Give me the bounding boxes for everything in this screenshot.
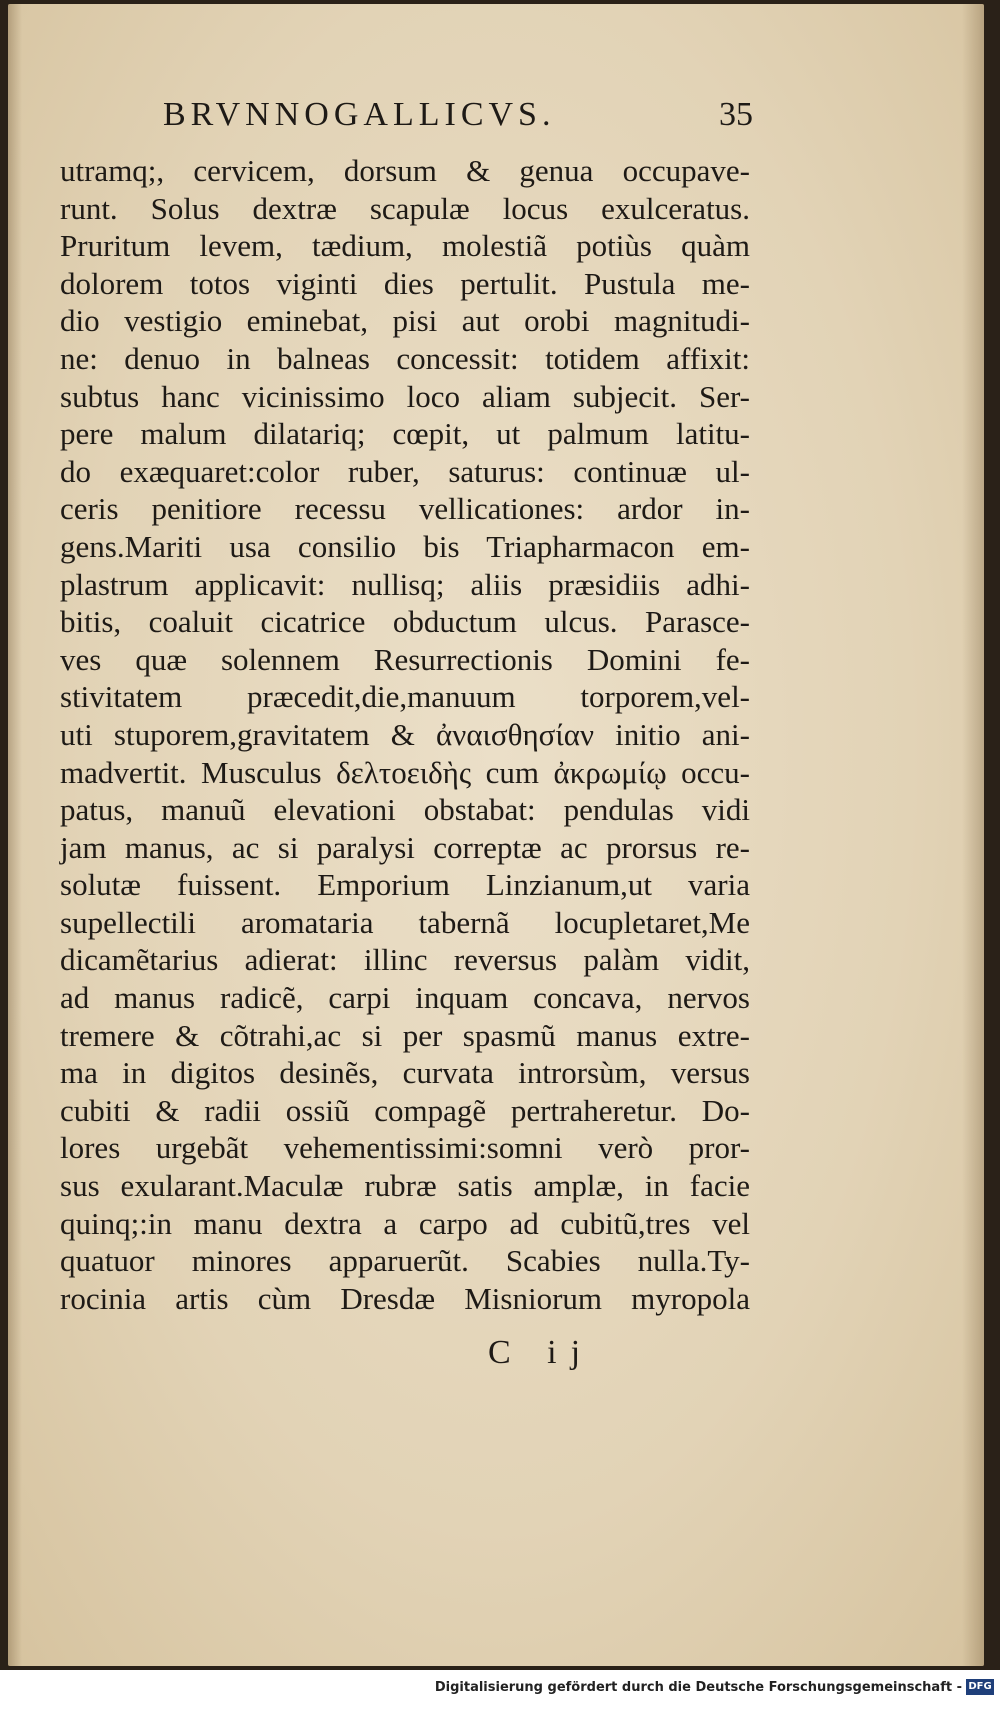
- text-line: quatuor minores apparuerũt. Scabies nulla.Ty-: [60, 1243, 750, 1279]
- text-line: madvertit. Musculus δελτοειδὴς cum ἀκρωμίῳ occu-: [60, 754, 750, 790]
- text-line: lores urgebãt vehementissimi:somni verò pror-: [60, 1130, 750, 1166]
- text-line: cubiti & radii ossiũ compagẽ pertraheretur. Do-: [60, 1092, 750, 1128]
- book-page: [8, 4, 984, 1666]
- dfg-logo: DFG: [966, 1679, 994, 1695]
- text-line: pere malum dilatariq; cœpit, ut palmum latitu-: [60, 416, 750, 452]
- text-line: ne: denuo in balneas concessit: totidem affixit:: [60, 340, 750, 376]
- text-line: ad manus radicẽ, carpi inquam concava, nervos: [60, 980, 750, 1016]
- footer-bar: [0, 1670, 1000, 1710]
- text-line: rocinia artis cùm Dresdæ Misniorum myropola: [60, 1280, 750, 1316]
- text-line: quinq;:in manu dextra a carpo ad cubitũ,tres vel: [60, 1205, 750, 1241]
- text-line: utramq;, cervicem, dorsum & genua occupave-: [60, 153, 750, 188]
- text-line: runt. Solus dextræ scapulæ locus exulceratus.: [60, 190, 750, 226]
- text-line: sus exularant.Maculæ rubræ satis amplæ, in facie: [60, 1168, 750, 1204]
- text-line: Pruritum levem, tædium, molestiã potiùs quàm: [60, 228, 750, 264]
- text-line: ves quæ solennem Resurrectionis Domini fe-: [60, 641, 750, 677]
- text-line: uti stuporem,gravitatem & ἀναισθησίαν initio ani-: [60, 716, 750, 752]
- text-line: dicamẽtarius adierat: illinc reversus palàm vidit,: [60, 942, 750, 978]
- text-line: dolorem totos viginti dies pertulit. Pustula me-: [60, 265, 750, 301]
- page-edge-shadow: [962, 4, 984, 1666]
- text-line: supellectili aromataria tabernã locupletaret,Me: [60, 904, 750, 940]
- text-line: jam manus, ac si paralysi correptæ ac prorsus re-: [60, 829, 750, 865]
- text-line: ceris penitiore recessu vellicationes: ardor in-: [60, 491, 750, 527]
- text-line: stivitatem præcedit,die,manuum torporem,vel-: [60, 679, 750, 715]
- page-number: 35: [719, 96, 753, 133]
- page-header: [163, 96, 753, 146]
- page-gutter-shadow: [8, 4, 22, 1666]
- text-line: tremere & cõtrahi,ac si per spasmũ manus extre-: [60, 1017, 750, 1053]
- text-line: gens.Mariti usa consilio bis Triapharmacon em-: [60, 528, 750, 564]
- text-line: dio vestigio eminebat, pisi aut orobi magnitudi-: [60, 303, 750, 339]
- signature-mark: C ij: [488, 1334, 595, 1371]
- text-line: ma in digitos desinẽs, curvata introrsùm, versus: [60, 1055, 750, 1091]
- body-text: [60, 152, 750, 1317]
- text-line: do exæquaret:color ruber, saturus: continuæ ul-: [60, 453, 750, 489]
- text-line: subtus hanc vicinissimo loco aliam subjecit. Ser-: [60, 378, 750, 414]
- running-head: BRVNNOGALLICVS.: [163, 96, 556, 133]
- text-line: bitis, coaluit cicatrice obductum ulcus. Parasce-: [60, 604, 750, 640]
- text-line: plastrum applicavit: nullisq; aliis præsidiis adhi-: [60, 566, 750, 602]
- text-line: patus, manuũ elevationi obstabat: pendulas vidi: [60, 792, 750, 828]
- text-line: solutæ fuissent. Emporium Linzianum,ut varia: [60, 867, 750, 903]
- funding-credit: Digitalisierung gefördert durch die Deutsche Forschungsgemeinschaft -: [434, 1680, 962, 1695]
